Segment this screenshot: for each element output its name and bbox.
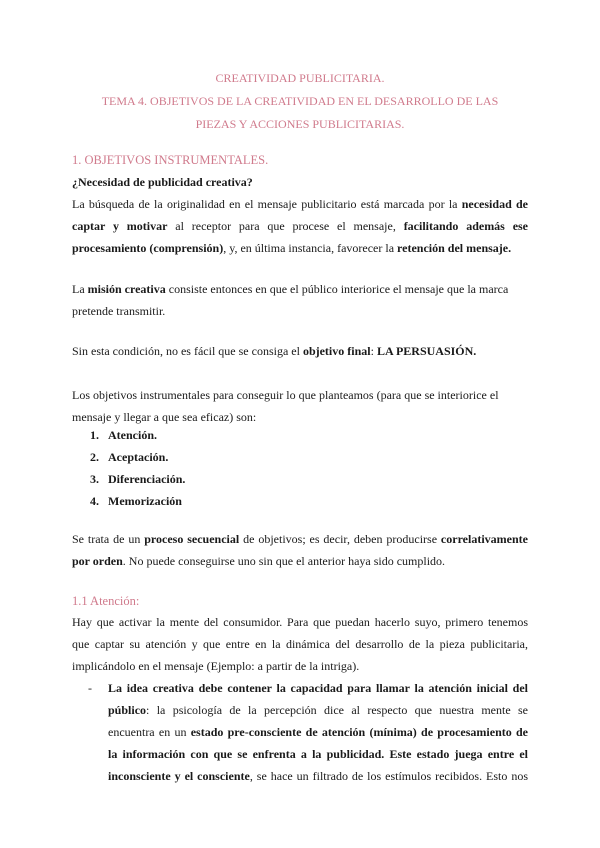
course-title: CREATIVIDAD PUBLICITARIA. <box>215 71 385 85</box>
topic-title-line2: PIEZAS Y ACCIONES PUBLICITARIAS. <box>195 117 405 131</box>
section-heading-objetivos: 1. OBJETIVOS INSTRUMENTALES. <box>72 153 269 167</box>
section-heading-atencion: 1.1 Atención: <box>72 594 140 608</box>
paragraph-persuasion: Sin esta condición, no es fácil que se consiga el objetivo final: LA PERSUASIÓN. <box>72 344 477 358</box>
topic-title-line1: TEMA 4. OBJETIVOS DE LA CREATIVIDAD EN EL DESARROLLO DE LAS <box>101 94 499 108</box>
bullet-idea-creativa: La idea creativa debe contener la capacidad para llamar la atención inicial del público: la psicología de la percepción dice al respecto que nuestra mente se encuentra en un estado pre-consciente de atención (mínima) de procesamiento de la información con que se enfrenta a la publicidad. Este estado juega entre el inconsciente y el consciente, se hace un filtrado de los estímulos recibidos. Esto nos <box>108 681 528 783</box>
paragraph-atencion: Hay que activar la mente del consumidor. Para que puedan hacerlo suyo, primero tenemos que captar su atención y que entre en la dinámica del desarrollo de la pieza publicitaria, implicándolo en el mensaje (Ejemplo: a partir de la intriga). <box>72 615 528 673</box>
paragraph-originalidad: La búsqueda de la originalidad en el mensaje publicitario está marcada por la necesidad de captar y motivar al receptor para que procese el mensaje, facilitando además ese procesamiento (comprensión), y, en última instancia, favorecer la retención del mensaje. <box>72 197 529 255</box>
paragraph-mision-creativa: La misión creativa consiste entonces en que el público interiorice el mensaje que la marca pretende transmitir. <box>72 282 509 318</box>
goals-list <box>72 424 372 512</box>
document-header <box>60 67 540 136</box>
list-item: 3. Diferenciación. <box>90 472 186 486</box>
list-item: 1. Atención. <box>90 428 157 442</box>
bullet-marker: - <box>88 681 92 695</box>
paragraph-proceso-secuencial: Se trata de un proceso secuencial de objetivos; es decir, deben producirse correlativamente por orden. No puede conseguirse uno sin que el anterior haya sido cumplido. <box>72 532 528 568</box>
question-heading: ¿Necesidad de publicidad creativa? <box>72 175 253 189</box>
list-item: 4. Memorización <box>90 494 182 508</box>
paragraph-objetivos-instrumentales: Los objetivos instrumentales para conseguir lo que planteamos (para que se interiorice el mensaje y llegar a que sea eficaz) son: <box>72 388 499 424</box>
list-item: 2. Aceptación. <box>90 450 169 464</box>
